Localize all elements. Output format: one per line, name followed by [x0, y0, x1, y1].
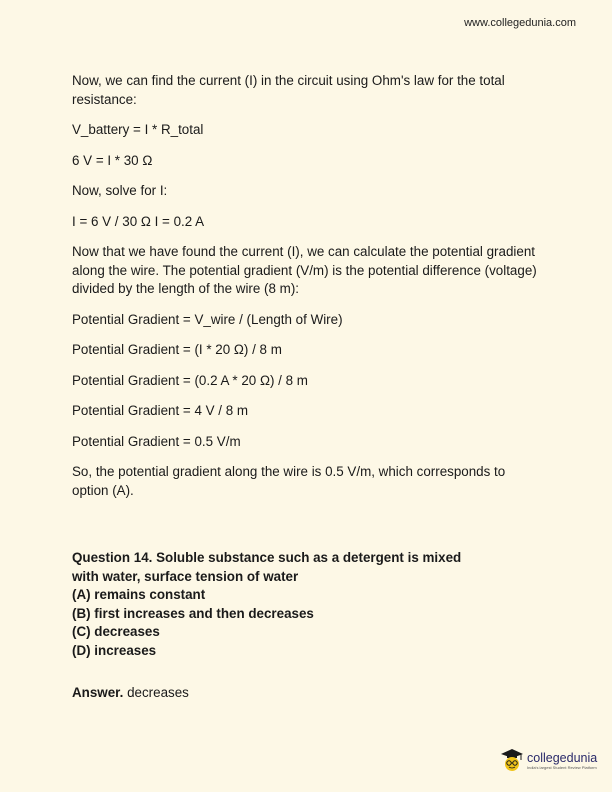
answer-label: Answer. — [72, 685, 124, 700]
answer-value: decreases — [127, 685, 189, 700]
logo-name: collegedunia — [527, 750, 598, 765]
solution-paragraph: So, the potential gradient along the wire is 0.5 V/m, which corresponds to option (A). — [72, 464, 506, 498]
solution-paragraph: Now, we can find the current (I) in the circuit using Ohm's law for the total resistance: — [72, 73, 505, 107]
graduate-mascot-icon — [500, 748, 524, 774]
solution-paragraph: Potential Gradient = (I * 20 Ω) / 8 m — [72, 342, 282, 357]
answer-line — [72, 684, 542, 703]
solution-paragraph: V_battery = I * R_total — [72, 122, 204, 137]
page-content — [72, 72, 542, 703]
collegedunia-logo — [500, 748, 597, 774]
solution-paragraph: Potential Gradient = 4 V / 8 m — [72, 403, 249, 418]
logo-tagline: India's largest Student Review Platform — [527, 764, 597, 770]
question-text-line: Question 14. Soluble substance such as a detergent is mixed — [72, 550, 462, 565]
option-c: (C) decreases — [72, 624, 160, 639]
solution-paragraph: Potential Gradient = V_wire / (Length of Wire) — [72, 311, 343, 327]
option-b: (B) first increases and then decreases — [72, 605, 314, 621]
question-block — [72, 549, 542, 660]
solution-paragraph: Potential Gradient = 0.5 V/m — [72, 433, 241, 449]
option-a: (A) remains constant — [72, 587, 206, 602]
solution-paragraph: 6 V = I * 30 Ω — [72, 152, 153, 168]
header-url: www.collegedunia.com — [464, 17, 576, 29]
solution-paragraph: Now that we have found the current (I), we can calculate the potential gradient along the wire. The potential gradient (V/m) is the potential difference (voltage) divided by the length of the wire (8 m): — [72, 244, 537, 296]
solution-paragraph: Now, solve for I: — [72, 183, 168, 198]
question-text-line: with water, surface tension of water — [72, 568, 299, 584]
option-d: (D) increases — [72, 642, 157, 658]
solution-paragraph: I = 6 V / 30 Ω I = 0.2 A — [72, 213, 205, 229]
solution-paragraph: Potential Gradient = (0.2 A * 20 Ω) / 8 m — [72, 372, 308, 388]
